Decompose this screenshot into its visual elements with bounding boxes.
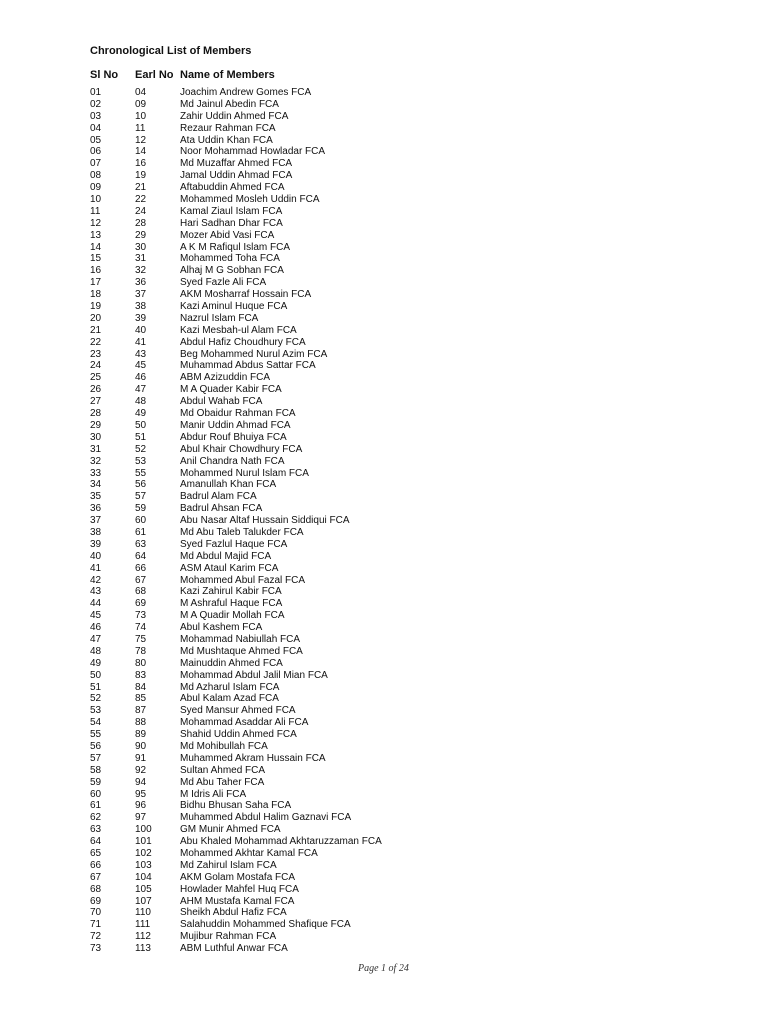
member-name-cell: Amanullah Khan FCA xyxy=(180,479,277,491)
table-row xyxy=(90,515,690,527)
sl-no-cell: 35 xyxy=(90,491,102,503)
sl-no-cell: 26 xyxy=(90,384,102,396)
member-name-cell: Mohammad Nabiullah FCA xyxy=(180,633,301,645)
table-row xyxy=(90,468,690,480)
sl-no-cell: 59 xyxy=(90,776,102,788)
member-name-cell: Abu Nasar Altaf Hussain Siddiqui FCA xyxy=(180,515,350,527)
sl-no-cell: 67 xyxy=(90,871,102,883)
member-name-cell: Mozer Abid Vasi FCA xyxy=(180,229,275,241)
sl-no-cell: 70 xyxy=(90,907,102,919)
sl-no-cell: 65 xyxy=(90,848,102,859)
table-row xyxy=(90,907,690,919)
member-name-cell: Mohammad Abdul Jalil Mian FCA xyxy=(180,669,328,681)
earl-no-cell: 57 xyxy=(135,491,147,503)
member-name-cell: Mainuddin Ahmed FCA xyxy=(180,657,283,669)
earl-no-cell: 59 xyxy=(135,503,147,515)
member-name-cell: Md Abdul Majid FCA xyxy=(180,550,272,562)
table-row xyxy=(90,277,690,289)
member-name-cell: Nazrul Islam FCA xyxy=(180,312,259,324)
earl-no-cell: 60 xyxy=(135,515,147,527)
member-name-cell: Abul Khair Chowdhury FCA xyxy=(180,443,303,455)
table-row xyxy=(90,99,690,111)
sl-no-cell: 24 xyxy=(90,360,102,372)
member-name-cell: Md Zahirul Islam FCA xyxy=(180,859,277,871)
earl-no-cell: 38 xyxy=(135,301,147,313)
sl-no-cell: 40 xyxy=(90,550,102,562)
earl-no-cell: 39 xyxy=(135,312,147,324)
table-row xyxy=(90,634,690,646)
sl-no-cell: 45 xyxy=(90,610,102,622)
sl-no-cell: 27 xyxy=(90,396,102,408)
earl-no-cell: 96 xyxy=(135,800,147,812)
member-name-cell: Hari Sadhan Dhar FCA xyxy=(180,217,283,229)
member-name-cell: Kazi Mesbah-ul Alam FCA xyxy=(180,324,297,336)
earl-no-cell: 100 xyxy=(135,824,152,836)
sl-no-cell: 49 xyxy=(90,657,102,669)
earl-no-cell: 32 xyxy=(135,265,147,277)
member-name-cell: ABM Luthful Anwar FCA xyxy=(180,943,288,955)
member-name-cell: M A Quadir Mollah FCA xyxy=(180,610,285,622)
sl-no-cell: 03 xyxy=(90,110,102,122)
table-row xyxy=(90,800,690,812)
member-name-cell: Md Jainul Abedin FCA xyxy=(180,98,279,110)
earl-no-cell: 43 xyxy=(135,348,147,360)
earl-no-cell: 105 xyxy=(135,883,152,895)
table-row xyxy=(90,218,690,230)
earl-no-cell: 49 xyxy=(135,408,147,420)
table-row xyxy=(90,420,690,432)
table-row xyxy=(90,563,690,575)
table-row xyxy=(90,503,690,515)
earl-no-cell: 94 xyxy=(135,776,147,788)
sl-no-cell: 29 xyxy=(90,419,102,431)
table-row xyxy=(90,456,690,468)
sl-no-cell: 51 xyxy=(90,681,102,693)
sl-no-cell: 63 xyxy=(90,824,102,836)
earl-no-cell: 84 xyxy=(135,681,147,693)
table-row xyxy=(90,491,690,503)
sl-no-cell: 14 xyxy=(90,241,102,253)
sl-no-cell: 60 xyxy=(90,788,102,800)
member-name-cell: Manir Uddin Ahmad FCA xyxy=(180,419,291,431)
table-row xyxy=(90,729,690,741)
column-header-name: Name of Members xyxy=(180,69,275,81)
table-row xyxy=(90,479,690,491)
earl-no-cell: 30 xyxy=(135,241,147,253)
earl-no-cell: 19 xyxy=(135,170,147,182)
table-row xyxy=(90,396,690,408)
table-header xyxy=(90,69,690,82)
earl-no-cell: 91 xyxy=(135,752,147,764)
earl-no-cell: 21 xyxy=(135,182,147,194)
earl-no-cell: 55 xyxy=(135,467,147,479)
sl-no-cell: 43 xyxy=(90,586,102,598)
sl-no-cell: 53 xyxy=(90,705,102,717)
member-name-cell: Muhammed Abdul Halim Gaznavi FCA xyxy=(180,812,352,824)
table-row xyxy=(90,182,690,194)
member-name-cell: Abdur Rouf Bhuiya FCA xyxy=(180,431,287,443)
earl-no-cell: 78 xyxy=(135,645,147,657)
table-row xyxy=(90,158,690,170)
member-name-cell: Beg Mohammed Nurul Azim FCA xyxy=(180,348,328,360)
table-row xyxy=(90,313,690,325)
earl-no-cell: 97 xyxy=(135,812,147,824)
member-name-cell: Md Mohibullah FCA xyxy=(180,740,268,752)
earl-no-cell: 14 xyxy=(135,146,147,158)
table-row xyxy=(90,836,690,848)
earl-no-cell: 31 xyxy=(135,253,147,265)
table-row xyxy=(90,598,690,610)
sl-no-cell: 38 xyxy=(90,526,102,538)
earl-no-cell: 52 xyxy=(135,443,147,455)
table-row xyxy=(90,753,690,765)
member-name-cell: Shahid Uddin Ahmed FCA xyxy=(180,729,297,741)
earl-no-cell: 80 xyxy=(135,657,147,669)
sl-no-cell: 66 xyxy=(90,859,102,871)
member-name-cell: Md Obaidur Rahman FCA xyxy=(180,408,296,420)
member-name-cell: Md Azharul Islam FCA xyxy=(180,681,280,693)
sl-no-cell: 20 xyxy=(90,312,102,324)
sl-no-cell: 33 xyxy=(90,467,102,479)
member-name-cell: Kazi Zahirul Kabir FCA xyxy=(180,586,282,598)
member-name-cell: GM Munir Ahmed FCA xyxy=(180,824,281,836)
member-name-cell: Syed Fazlul Haque FCA xyxy=(180,538,288,550)
table-row xyxy=(90,384,690,396)
table-row xyxy=(90,337,690,349)
earl-no-cell: 69 xyxy=(135,598,147,610)
sl-no-cell: 04 xyxy=(90,122,102,134)
member-name-cell: Mohammad Asaddar Ali FCA xyxy=(180,717,309,729)
sl-no-cell: 72 xyxy=(90,931,102,943)
table-row xyxy=(90,693,690,705)
member-name-cell: Abdul Hafiz Choudhury FCA xyxy=(180,336,306,348)
sl-no-cell: 22 xyxy=(90,336,102,348)
table-row xyxy=(90,372,690,384)
member-name-cell: Sheikh Abdul Hafiz FCA xyxy=(180,907,287,919)
earl-no-cell: 40 xyxy=(135,324,147,336)
earl-no-cell: 68 xyxy=(135,586,147,598)
table-row xyxy=(90,230,690,242)
table-row xyxy=(90,527,690,539)
table-row xyxy=(90,349,690,361)
table-row xyxy=(90,408,690,420)
sl-no-cell: 57 xyxy=(90,752,102,764)
sl-no-cell: 61 xyxy=(90,800,102,812)
member-name-cell: Kamal Ziaul Islam FCA xyxy=(180,205,283,217)
table-row xyxy=(90,646,690,658)
earl-no-cell: 12 xyxy=(135,134,147,146)
sl-no-cell: 62 xyxy=(90,812,102,824)
member-name-cell: Md Abu Taleb Talukder FCA xyxy=(180,526,304,538)
member-name-cell: Ata Uddin Khan FCA xyxy=(180,134,273,146)
member-name-cell: Syed Fazle Ali FCA xyxy=(180,277,267,289)
sl-no-cell: 34 xyxy=(90,479,102,491)
earl-no-cell: 22 xyxy=(135,194,147,206)
table-row xyxy=(90,194,690,206)
earl-no-cell: 83 xyxy=(135,669,147,681)
table-row xyxy=(90,812,690,824)
sl-no-cell: 39 xyxy=(90,538,102,550)
earl-no-cell: 104 xyxy=(135,871,152,883)
sl-no-cell: 17 xyxy=(90,277,102,289)
sl-no-cell: 09 xyxy=(90,182,102,194)
earl-no-cell: 04 xyxy=(135,87,147,98)
earl-no-cell: 67 xyxy=(135,574,147,586)
member-name-cell: M A Quader Kabir FCA xyxy=(180,384,282,396)
member-name-cell: A K M Rafiqul Islam FCA xyxy=(180,241,291,253)
sl-no-cell: 69 xyxy=(90,895,102,907)
sl-no-cell: 19 xyxy=(90,301,102,313)
table-row xyxy=(90,919,690,931)
member-name-cell: Abu Khaled Mohammad Akhtaruzzaman FCA xyxy=(180,836,382,848)
member-name-cell: Kazi Aminul Huque FCA xyxy=(180,301,288,313)
earl-no-cell: 103 xyxy=(135,859,152,871)
table-row xyxy=(90,242,690,254)
earl-no-cell: 47 xyxy=(135,384,147,396)
sl-no-cell: 31 xyxy=(90,443,102,455)
member-name-cell: AHM Mustafa Kamal FCA xyxy=(180,895,295,907)
table-row xyxy=(90,111,690,123)
earl-no-cell: 113 xyxy=(135,943,151,955)
member-name-cell: Badrul Ahsan FCA xyxy=(180,503,263,515)
table-row xyxy=(90,896,690,908)
table-row xyxy=(90,253,690,265)
sl-no-cell: 52 xyxy=(90,693,102,705)
table-row xyxy=(90,146,690,158)
sl-no-cell: 36 xyxy=(90,503,102,515)
earl-no-cell: 85 xyxy=(135,693,147,705)
sl-no-cell: 16 xyxy=(90,265,102,277)
table-row xyxy=(90,87,690,99)
member-name-cell: Mohammed Toha FCA xyxy=(180,253,280,265)
member-name-cell: Howlader Mahfel Huq FCA xyxy=(180,883,299,895)
table-row xyxy=(90,586,690,598)
earl-no-cell: 112 xyxy=(135,931,151,943)
member-name-cell: Mohammed Abul Fazal FCA xyxy=(180,574,306,586)
table-row xyxy=(90,670,690,682)
sl-no-cell: 28 xyxy=(90,408,102,420)
earl-no-cell: 24 xyxy=(135,205,147,217)
member-name-cell: Zahir Uddin Ahmed FCA xyxy=(180,110,289,122)
earl-no-cell: 107 xyxy=(135,895,152,907)
earl-no-cell: 102 xyxy=(135,848,152,859)
table-row xyxy=(90,301,690,313)
earl-no-cell: 50 xyxy=(135,419,147,431)
member-name-cell: Bidhu Bhusan Saha FCA xyxy=(180,800,292,812)
member-name-cell: Jamal Uddin Ahmad FCA xyxy=(180,170,293,182)
member-name-cell: Mujibur Rahman FCA xyxy=(180,931,277,943)
sl-no-cell: 58 xyxy=(90,764,102,776)
earl-no-cell: 63 xyxy=(135,538,147,550)
earl-no-cell: 56 xyxy=(135,479,147,491)
member-name-cell: Rezaur Rahman FCA xyxy=(180,122,276,134)
sl-no-cell: 10 xyxy=(90,194,102,206)
earl-no-cell: 88 xyxy=(135,717,147,729)
earl-no-cell: 73 xyxy=(135,610,147,622)
member-name-cell: Mohammed Nurul Islam FCA xyxy=(180,467,309,479)
table-row xyxy=(90,289,690,301)
member-name-cell: Alhaj M G Sobhan FCA xyxy=(180,265,284,277)
sl-no-cell: 18 xyxy=(90,289,102,301)
earl-no-cell: 90 xyxy=(135,740,147,752)
earl-no-cell: 61 xyxy=(135,526,147,538)
earl-no-cell: 75 xyxy=(135,633,147,645)
sl-no-cell: 37 xyxy=(90,515,102,527)
sl-no-cell: 48 xyxy=(90,645,102,657)
sl-no-cell: 46 xyxy=(90,622,102,634)
table-row xyxy=(90,931,690,943)
member-name-cell: Noor Mohammad Howladar FCA xyxy=(180,146,326,158)
table-row xyxy=(90,206,690,218)
table-row xyxy=(90,360,690,372)
earl-no-cell: 41 xyxy=(135,336,147,348)
table-row xyxy=(90,848,690,860)
sl-no-cell: 13 xyxy=(90,229,102,241)
earl-no-cell: 89 xyxy=(135,729,147,741)
sl-no-cell: 32 xyxy=(90,455,102,467)
earl-no-cell: 10 xyxy=(135,110,147,122)
table-row xyxy=(90,789,690,801)
table-row xyxy=(90,123,690,135)
table-row xyxy=(90,860,690,872)
earl-no-cell: 66 xyxy=(135,562,147,574)
member-name-cell: Syed Mansur Ahmed FCA xyxy=(180,705,296,717)
sl-no-cell: 64 xyxy=(90,836,102,848)
member-name-cell: Joachim Andrew Gomes FCA xyxy=(180,87,312,98)
table-row xyxy=(90,265,690,277)
member-name-cell: Muhammed Akram Hussain FCA xyxy=(180,752,326,764)
member-name-cell: ASM Ataul Karim FCA xyxy=(180,562,279,574)
table-row xyxy=(90,432,690,444)
member-name-cell: Sultan Ahmed FCA xyxy=(180,764,266,776)
column-header-sl-no: Sl No xyxy=(90,69,119,81)
member-name-cell: M Idris Ali FCA xyxy=(180,788,247,800)
earl-no-cell: 16 xyxy=(135,158,147,170)
earl-no-cell: 101 xyxy=(135,836,152,848)
earl-no-cell: 48 xyxy=(135,396,147,408)
table-row xyxy=(90,444,690,456)
sl-no-cell: 06 xyxy=(90,146,102,158)
table-row xyxy=(90,741,690,753)
sl-no-cell: 55 xyxy=(90,729,102,741)
member-name-cell: Md Abu Taher FCA xyxy=(180,776,265,788)
earl-no-cell: 64 xyxy=(135,550,147,562)
sl-no-cell: 23 xyxy=(90,348,102,360)
page-number: Page 1 of 24 xyxy=(358,963,409,974)
earl-no-cell: 51 xyxy=(135,431,147,443)
earl-no-cell: 87 xyxy=(135,705,147,717)
table-row xyxy=(90,622,690,634)
table-row xyxy=(90,717,690,729)
table-row xyxy=(90,551,690,563)
table-row xyxy=(90,575,690,587)
sl-no-cell: 50 xyxy=(90,669,102,681)
sl-no-cell: 02 xyxy=(90,98,102,110)
sl-no-cell: 25 xyxy=(90,372,102,384)
member-name-cell: Abdul Wahab FCA xyxy=(180,396,263,408)
earl-no-cell: 11 xyxy=(135,122,146,134)
sl-no-cell: 41 xyxy=(90,562,102,574)
sl-no-cell: 05 xyxy=(90,134,102,146)
earl-no-cell: 74 xyxy=(135,622,147,634)
column-header-earl-no: Earl No xyxy=(135,69,174,81)
sl-no-cell: 54 xyxy=(90,717,102,729)
table-row xyxy=(90,682,690,694)
earl-no-cell: 36 xyxy=(135,277,147,289)
sl-no-cell: 30 xyxy=(90,431,102,443)
table-row xyxy=(90,610,690,622)
sl-no-cell: 44 xyxy=(90,598,102,610)
member-name-cell: Abul Kalam Azad FCA xyxy=(180,693,279,705)
earl-no-cell: 46 xyxy=(135,372,147,384)
sl-no-cell: 11 xyxy=(90,205,101,217)
sl-no-cell: 47 xyxy=(90,633,102,645)
sl-no-cell: 15 xyxy=(90,253,102,265)
sl-no-cell: 21 xyxy=(90,324,102,336)
sl-no-cell: 71 xyxy=(90,919,102,931)
member-name-cell: AKM Golam Mostafa FCA xyxy=(180,871,296,883)
table-row xyxy=(90,777,690,789)
sl-no-cell: 12 xyxy=(90,217,102,229)
member-name-cell: Mohammed Akhtar Kamal FCA xyxy=(180,848,318,859)
member-name-cell: M Ashraful Haque FCA xyxy=(180,598,283,610)
table-row xyxy=(90,658,690,670)
member-name-cell: Md Mushtaque Ahmed FCA xyxy=(180,645,303,657)
earl-no-cell: 92 xyxy=(135,764,147,776)
table-row xyxy=(90,884,690,896)
member-list xyxy=(90,87,690,955)
table-row xyxy=(90,872,690,884)
member-name-cell: Aftabuddin Ahmed FCA xyxy=(180,182,285,194)
member-name-cell: Mohammed Mosleh Uddin FCA xyxy=(180,194,320,206)
member-name-cell: Muhammad Abdus Sattar FCA xyxy=(180,360,316,372)
sl-no-cell: 07 xyxy=(90,158,102,170)
earl-no-cell: 37 xyxy=(135,289,147,301)
sl-no-cell: 68 xyxy=(90,883,102,895)
table-row xyxy=(90,943,690,955)
page-title: Chronological List of Members xyxy=(90,45,252,57)
earl-no-cell: 110 xyxy=(135,907,151,919)
table-row xyxy=(90,765,690,777)
member-name-cell: AKM Mosharraf Hossain FCA xyxy=(180,289,312,301)
table-row xyxy=(90,325,690,337)
table-row xyxy=(90,539,690,551)
sl-no-cell: 01 xyxy=(90,87,102,98)
table-row xyxy=(90,705,690,717)
member-name-cell: Md Muzaffar Ahmed FCA xyxy=(180,158,293,170)
earl-no-cell: 111 xyxy=(135,919,151,931)
table-row xyxy=(90,824,690,836)
sl-no-cell: 08 xyxy=(90,170,102,182)
member-name-cell: Salahuddin Mohammed Shafique FCA xyxy=(180,919,351,931)
table-row xyxy=(90,135,690,147)
sl-no-cell: 73 xyxy=(90,943,102,955)
earl-no-cell: 28 xyxy=(135,217,147,229)
sl-no-cell: 42 xyxy=(90,574,102,586)
earl-no-cell: 53 xyxy=(135,455,147,467)
earl-no-cell: 45 xyxy=(135,360,147,372)
member-name-cell: Anil Chandra Nath FCA xyxy=(180,455,285,467)
member-name-cell: ABM Azizuddin FCA xyxy=(180,372,271,384)
table-row xyxy=(90,170,690,182)
earl-no-cell: 29 xyxy=(135,229,147,241)
member-name-cell: Badrul Alam FCA xyxy=(180,491,257,503)
sl-no-cell: 56 xyxy=(90,740,102,752)
member-name-cell: Abul Kashem FCA xyxy=(180,622,263,634)
earl-no-cell: 09 xyxy=(135,98,147,110)
earl-no-cell: 95 xyxy=(135,788,147,800)
